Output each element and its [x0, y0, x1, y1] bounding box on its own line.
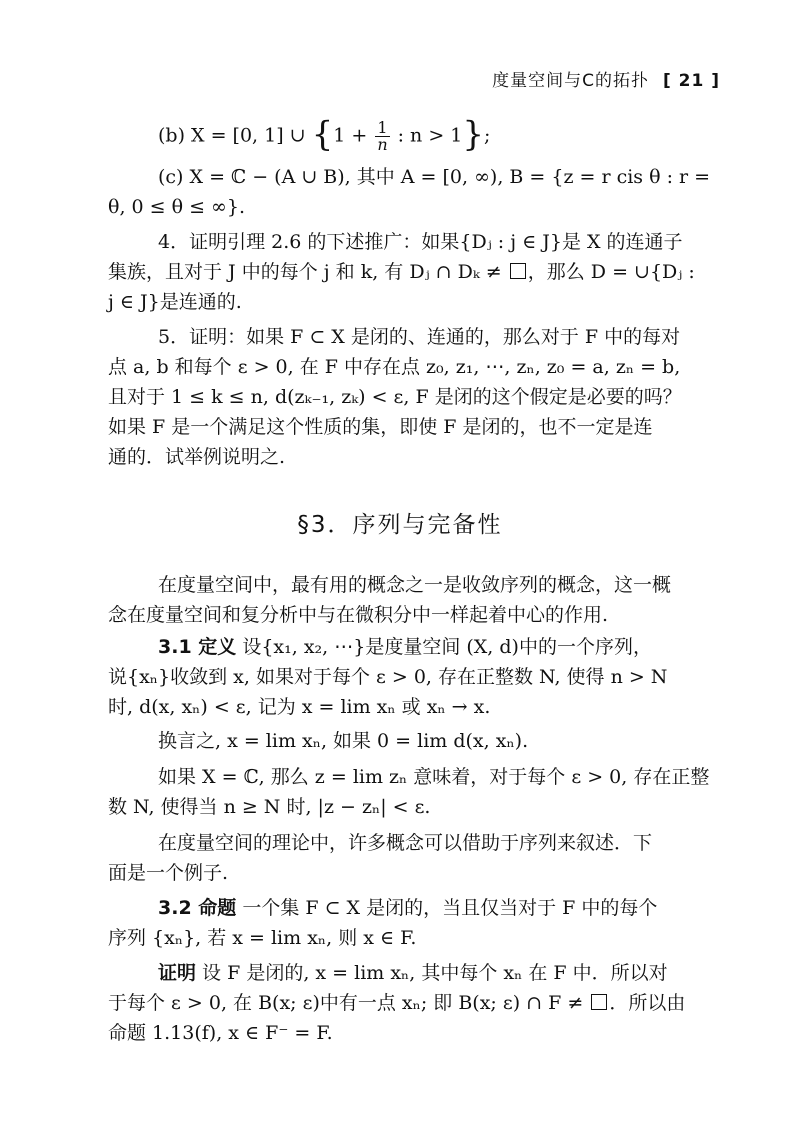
complex-case-line1: 如果 X = ℂ, 那么 z = lim zₙ 意味着，对于每个 ε > 0, 存在正整	[158, 766, 710, 788]
exercise-5-line2: 点 a, b 和每个 ε > 0, 在 F 中存在点 z₀, z₁, ⋯, zₙ, z₀ = a, zₙ = b,	[108, 356, 681, 378]
empty-set-symbol	[510, 263, 526, 279]
proof-line2: 于每个 ε > 0, 在 B(x; ε)中有一点 xₙ; 即 B(x; ε) ∩ F ≠ ．所以由	[108, 992, 686, 1014]
fraction: $\frac{1}{n}$	[377, 118, 388, 154]
exercise-4-line1: 4．证明引理 2.6 的下述推广：如果{Dⱼ : j ∈ J}是 X 的连通子	[158, 231, 683, 253]
exercise-5-line5: 通的．试举例说明之.	[108, 446, 286, 468]
exercise-b: (b) X = [0, 1] ∪ {1 + $\frac{1}{n}$ : n > 1};	[158, 114, 491, 155]
exercise-5-line4: 如果 F 是一个满足这个性质的集，即使 F 是闭的，也不一定是连	[108, 416, 653, 438]
definition-3-1-line2: 说{xₙ}收敛到 x, 如果对于每个 ε > 0, 存在正整数 N, 使得 n > N	[108, 666, 668, 688]
empty-set-symbol	[591, 994, 607, 1010]
exercise-5-line1: 5．证明：如果 F ⊂ X 是闭的、连通的，那么对于 F 中的每对	[158, 326, 681, 348]
exercise-c-line1: (c) X = ℂ − (A ∪ B), 其中 A = [0, ∞), B = {z = r cis θ : r =	[158, 166, 711, 188]
proposition-3-2-line2: 序列 {xₙ}, 若 x = lim xₙ, 则 x ∈ F.	[108, 927, 417, 949]
proof-line1: 证明 设 F 是闭的, x = lim xₙ, 其中每个 xₙ 在 F 中．所以对	[158, 962, 668, 984]
proposition-3-2-line1: 3.2 命题 一个集 F ⊂ X 是闭的，当且仅当对于 F 中的每个	[158, 897, 658, 919]
definition-3-1-line3: 时, d(x, xₙ) < ε, 记为 x = lim xₙ 或 xₙ → x.	[108, 696, 491, 718]
page-number: [ 21 ]	[662, 71, 720, 91]
intro-line2: 念在度量空间和复分析中与在微积分中一样起着中心的作用.	[108, 604, 609, 626]
exercise-5-line3: 且对于 1 ≤ k ≤ n, d(zₖ₋₁, zₖ) < ε, F 是闭的这个假定是必要的吗？	[108, 386, 682, 408]
header-title: 度量空间与C的拓扑	[492, 71, 649, 91]
theory-line1: 在度量空间的理论中，许多概念可以借助于序列来叙述．下	[158, 832, 653, 854]
running-header	[470, 66, 720, 91]
section-title: §3．序列与完备性	[297, 512, 503, 538]
exercise-c-line2: θ, 0 ≤ θ ≤ ∞}.	[108, 196, 245, 218]
exercise-4-line3: j ∈ J}是连通的.	[108, 291, 242, 313]
definition-3-1-line1: 3.1 定义 设{x₁, x₂, ⋯}是度量空间 (X, d)中的一个序列，	[158, 636, 652, 658]
exercise-4-line2: 集族，且对于 J 中的每个 j 和 k, 有 Dⱼ ∩ Dₖ ≠ ，那么 D = ∪{Dⱼ :	[108, 261, 695, 283]
equivalent-statement: 换言之, x = lim xₙ, 如果 0 = lim d(x, xₙ).	[158, 730, 529, 752]
theory-line2: 面是一个例子.	[108, 862, 229, 884]
proof-line3: 命题 1.13(f), x ∈ F⁻ = F.	[108, 1022, 333, 1044]
intro-line1: 在度量空间中，最有用的概念之一是收敛序列的概念，这一概	[158, 574, 672, 596]
complex-case-line2: 数 N, 使得当 n ≥ N 时, |z − zₙ| < ε.	[108, 796, 431, 818]
